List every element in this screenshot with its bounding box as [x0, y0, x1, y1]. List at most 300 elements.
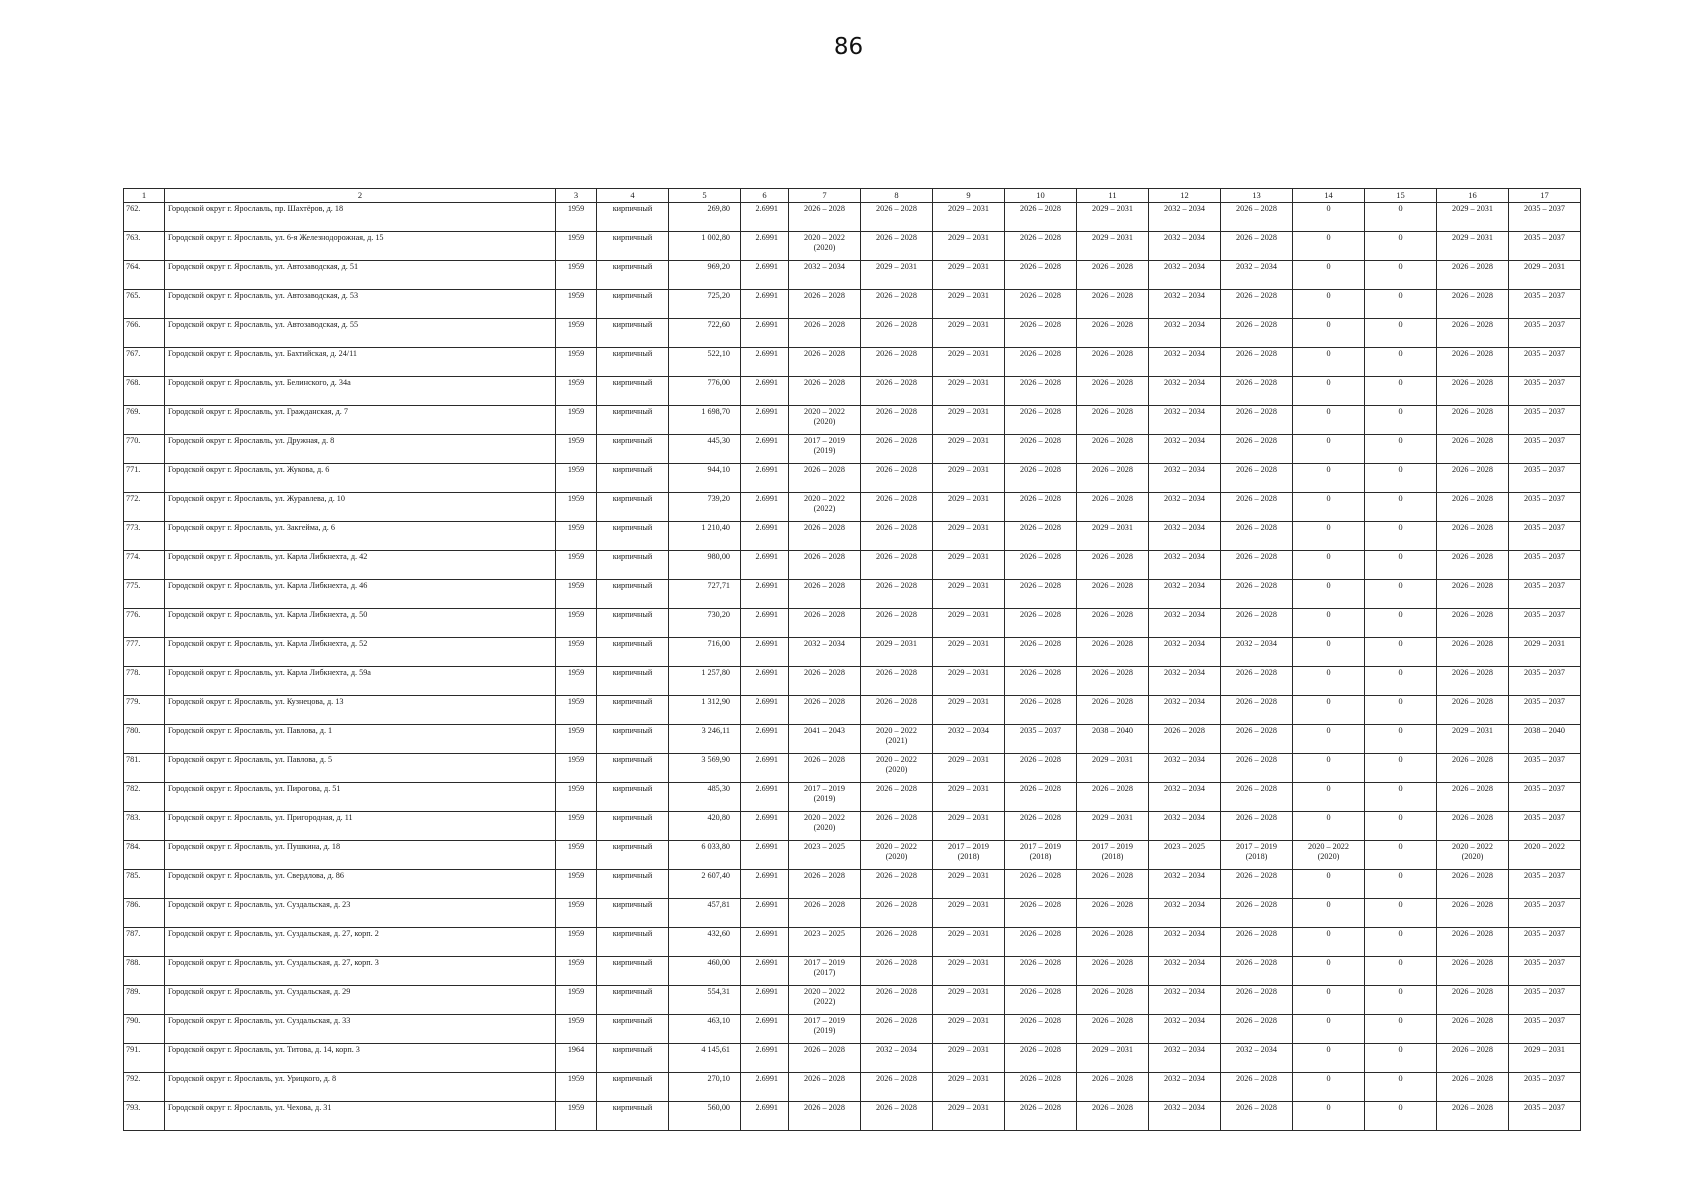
- table-row: [124, 203, 1581, 232]
- period-cell: 2026 – 2028: [1221, 1073, 1293, 1102]
- area-cell: 463,10: [669, 1015, 741, 1044]
- address-cell: Городской округ г. Ярославль, ул. Дружная, д. 8: [165, 435, 556, 464]
- column-number-header: 8: [861, 189, 933, 203]
- period-cell: 0: [1365, 1015, 1437, 1044]
- area-cell: 730,20: [669, 609, 741, 638]
- period-cell: 2026 – 2028: [1005, 1102, 1077, 1131]
- period-cell: 2032 – 2034: [1149, 1073, 1221, 1102]
- year-cell: 1964: [556, 1044, 597, 1073]
- address-cell: Городской округ г. Ярославль, ул. Пушкина, д. 18: [165, 841, 556, 870]
- table-row: [124, 493, 1581, 522]
- row-number: 775.: [124, 580, 165, 609]
- period-cell: 2026 – 2028: [1437, 1102, 1509, 1131]
- period-cell: 2026 – 2028: [1437, 319, 1509, 348]
- address-cell: Городской округ г. Ярославль, ул. Суздальская, д. 27, корп. 2: [165, 928, 556, 957]
- row-number: 772.: [124, 493, 165, 522]
- period-cell: 2026 – 2028: [1221, 203, 1293, 232]
- period-cell: 0: [1293, 1073, 1365, 1102]
- period-cell: 0: [1293, 261, 1365, 290]
- year-cell: 1959: [556, 986, 597, 1015]
- period-cell: 2026 – 2028: [1221, 696, 1293, 725]
- wall-material-cell: кирпичный: [597, 667, 669, 696]
- tariff-cell: 2.6991: [741, 1102, 789, 1131]
- row-number: 774.: [124, 551, 165, 580]
- period-cell: 2026 – 2028: [1437, 928, 1509, 957]
- period-cell: 2026 – 2028: [861, 609, 933, 638]
- period-cell: 2026 – 2028: [861, 870, 933, 899]
- year-cell: 1959: [556, 1015, 597, 1044]
- table-row: [124, 1073, 1581, 1102]
- table-row: [124, 870, 1581, 899]
- table-row: [124, 377, 1581, 406]
- period-cell: 0: [1293, 783, 1365, 812]
- period-cell: 0: [1293, 348, 1365, 377]
- period-cell: 2026 – 2028: [861, 348, 933, 377]
- period-cell: 2026 – 2028: [1077, 957, 1149, 986]
- area-cell: 460,00: [669, 957, 741, 986]
- period-cell: 2026 – 2028: [1005, 928, 1077, 957]
- year-cell: 1959: [556, 899, 597, 928]
- tariff-cell: 2.6991: [741, 870, 789, 899]
- period-cell: 2032 – 2034: [1149, 928, 1221, 957]
- row-number: 767.: [124, 348, 165, 377]
- period-cell: 2029 – 2031: [1509, 261, 1581, 290]
- period-cell: 2026 – 2028: [1437, 812, 1509, 841]
- period-cell: 2026 – 2028: [861, 551, 933, 580]
- period-cell: 2026 – 2028: [1005, 986, 1077, 1015]
- period-cell: 2026 – 2028: [1077, 696, 1149, 725]
- period-cell: 0: [1365, 580, 1437, 609]
- period-cell: 0: [1365, 464, 1437, 493]
- address-cell: Городской округ г. Ярославль, ул. Суздальская, д. 33: [165, 1015, 556, 1044]
- period-cell: 2029 – 2031: [933, 319, 1005, 348]
- period-cell: 2026 – 2028: [1077, 783, 1149, 812]
- period-cell: 2032 – 2034: [1149, 435, 1221, 464]
- period-cell: 2026 – 2028: [1437, 290, 1509, 319]
- address-cell: Городской округ г. Ярославль, ул. Пирогова, д. 51: [165, 783, 556, 812]
- row-number: 773.: [124, 522, 165, 551]
- column-number-header: 10: [1005, 189, 1077, 203]
- period-cell: 0: [1365, 319, 1437, 348]
- period-cell: 0: [1293, 493, 1365, 522]
- period-cell: 2026 – 2028: [1077, 870, 1149, 899]
- period-cell: 2032 – 2034: [1149, 551, 1221, 580]
- period-cell: 0: [1293, 986, 1365, 1015]
- area-cell: 554,31: [669, 986, 741, 1015]
- period-cell: 2038 – 2040: [1509, 725, 1581, 754]
- period-cell: 2026 – 2028: [1005, 232, 1077, 261]
- period-cell: 0: [1293, 522, 1365, 551]
- area-cell: 522,10: [669, 348, 741, 377]
- period-cell: 0: [1365, 348, 1437, 377]
- period-cell: 0: [1365, 957, 1437, 986]
- period-cell: 2035 – 2037: [1509, 377, 1581, 406]
- period-cell: 2026 – 2028: [1437, 667, 1509, 696]
- period-cell: 2026 – 2028: [789, 522, 861, 551]
- period-cell: 2032 – 2034: [1221, 261, 1293, 290]
- address-cell: Городской округ г. Ярославль, ул. Автозаводская, д. 53: [165, 290, 556, 319]
- address-cell: Городской округ г. Ярославль, ул. Жукова, д. 6: [165, 464, 556, 493]
- period-cell: 2029 – 2031: [933, 1015, 1005, 1044]
- period-cell: 2017 – 2019 (2019): [789, 435, 861, 464]
- period-cell: 2032 – 2034: [1149, 377, 1221, 406]
- year-cell: 1959: [556, 609, 597, 638]
- address-cell: Городской округ г. Ярославль, ул. Чехова, д. 31: [165, 1102, 556, 1131]
- row-number: 790.: [124, 1015, 165, 1044]
- area-cell: 3 569,90: [669, 754, 741, 783]
- period-cell: 2026 – 2028: [1221, 377, 1293, 406]
- period-cell: 0: [1293, 1044, 1365, 1073]
- year-cell: 1959: [556, 290, 597, 319]
- period-cell: 0: [1293, 1015, 1365, 1044]
- period-cell: 2020 – 2022 (2021): [861, 725, 933, 754]
- period-cell: 0: [1365, 638, 1437, 667]
- tariff-cell: 2.6991: [741, 261, 789, 290]
- period-cell: 2035 – 2037: [1509, 609, 1581, 638]
- period-cell: 2035 – 2037: [1509, 870, 1581, 899]
- period-cell: 2035 – 2037: [1509, 957, 1581, 986]
- address-cell: Городской округ г. Ярославль, ул. Закгейма, д. 6: [165, 522, 556, 551]
- period-cell: 2032 – 2034: [789, 638, 861, 667]
- period-cell: 2026 – 2028: [1437, 638, 1509, 667]
- period-cell: 2029 – 2031: [1437, 232, 1509, 261]
- period-cell: 2026 – 2028: [789, 754, 861, 783]
- period-cell: 2026 – 2028: [861, 290, 933, 319]
- row-number: 771.: [124, 464, 165, 493]
- period-cell: 2020 – 2022 (2020): [1293, 841, 1365, 870]
- period-cell: 2035 – 2037: [1509, 348, 1581, 377]
- period-cell: 2032 – 2034: [1149, 493, 1221, 522]
- period-cell: 2029 – 2031: [933, 435, 1005, 464]
- period-cell: 2032 – 2034: [1149, 348, 1221, 377]
- wall-material-cell: кирпичный: [597, 522, 669, 551]
- period-cell: 2026 – 2028: [1005, 435, 1077, 464]
- period-cell: 2026 – 2028: [1005, 203, 1077, 232]
- column-number-header: 1: [124, 189, 165, 203]
- period-cell: 0: [1293, 377, 1365, 406]
- area-cell: 725,20: [669, 290, 741, 319]
- period-cell: 2026 – 2028: [1077, 406, 1149, 435]
- wall-material-cell: кирпичный: [597, 203, 669, 232]
- period-cell: 2026 – 2028: [1437, 1015, 1509, 1044]
- period-cell: 2029 – 2031: [1509, 638, 1581, 667]
- row-number: 792.: [124, 1073, 165, 1102]
- address-cell: Городской округ г. Ярославль, ул. Павлова, д. 1: [165, 725, 556, 754]
- tariff-cell: 2.6991: [741, 319, 789, 348]
- period-cell: 2029 – 2031: [933, 522, 1005, 551]
- period-cell: 2026 – 2028: [1437, 348, 1509, 377]
- address-cell: Городской округ г. Ярославль, ул. Автозаводская, д. 51: [165, 261, 556, 290]
- period-cell: 2029 – 2031: [933, 203, 1005, 232]
- year-cell: 1959: [556, 464, 597, 493]
- period-cell: 2026 – 2028: [1077, 667, 1149, 696]
- period-cell: 2026 – 2028: [861, 957, 933, 986]
- column-number-header: 2: [165, 189, 556, 203]
- period-cell: 2026 – 2028: [1077, 377, 1149, 406]
- address-cell: Городской округ г. Ярославль, ул. Белинского, д. 34а: [165, 377, 556, 406]
- table-row: [124, 609, 1581, 638]
- wall-material-cell: кирпичный: [597, 232, 669, 261]
- period-cell: 2032 – 2034: [789, 261, 861, 290]
- period-cell: 2026 – 2028: [1077, 551, 1149, 580]
- period-cell: 2026 – 2028: [1005, 754, 1077, 783]
- period-cell: 0: [1293, 667, 1365, 696]
- period-cell: 2029 – 2031: [933, 290, 1005, 319]
- period-cell: 0: [1365, 261, 1437, 290]
- period-cell: 2032 – 2034: [1149, 1102, 1221, 1131]
- period-cell: 2035 – 2037: [1509, 754, 1581, 783]
- address-cell: Городской округ г. Ярославль, ул. Суздальская, д. 29: [165, 986, 556, 1015]
- table-row: [124, 899, 1581, 928]
- period-cell: 2023 – 2025: [789, 841, 861, 870]
- tariff-cell: 2.6991: [741, 522, 789, 551]
- period-cell: 2026 – 2028: [1005, 377, 1077, 406]
- row-number: 765.: [124, 290, 165, 319]
- period-cell: 2032 – 2034: [1149, 609, 1221, 638]
- row-number: 783.: [124, 812, 165, 841]
- period-cell: 2029 – 2031: [933, 1044, 1005, 1073]
- wall-material-cell: кирпичный: [597, 609, 669, 638]
- period-cell: 2035 – 2037: [1509, 783, 1581, 812]
- period-cell: 0: [1293, 319, 1365, 348]
- year-cell: 1959: [556, 232, 597, 261]
- row-number: 785.: [124, 870, 165, 899]
- area-cell: 445,30: [669, 435, 741, 464]
- period-cell: 2026 – 2028: [789, 377, 861, 406]
- period-cell: 0: [1365, 203, 1437, 232]
- tariff-cell: 2.6991: [741, 377, 789, 406]
- area-cell: 727,71: [669, 580, 741, 609]
- period-cell: 0: [1365, 435, 1437, 464]
- period-cell: 2032 – 2034: [1149, 957, 1221, 986]
- period-cell: 2026 – 2028: [1437, 957, 1509, 986]
- period-cell: 0: [1365, 1073, 1437, 1102]
- period-cell: 2035 – 2037: [1509, 406, 1581, 435]
- period-cell: 2026 – 2028: [789, 203, 861, 232]
- period-cell: 2026 – 2028: [1077, 899, 1149, 928]
- period-cell: 0: [1293, 435, 1365, 464]
- period-cell: 0: [1293, 290, 1365, 319]
- wall-material-cell: кирпичный: [597, 551, 669, 580]
- period-cell: 2026 – 2028: [1077, 435, 1149, 464]
- year-cell: 1959: [556, 754, 597, 783]
- period-cell: 2029 – 2031: [1077, 522, 1149, 551]
- wall-material-cell: кирпичный: [597, 493, 669, 522]
- period-cell: 2032 – 2034: [1149, 580, 1221, 609]
- period-cell: 2029 – 2031: [1437, 725, 1509, 754]
- tariff-cell: 2.6991: [741, 435, 789, 464]
- tariff-cell: 2.6991: [741, 348, 789, 377]
- period-cell: 0: [1365, 1102, 1437, 1131]
- period-cell: 2029 – 2031: [933, 609, 1005, 638]
- period-cell: 2041 – 2043: [789, 725, 861, 754]
- period-cell: 2029 – 2031: [933, 493, 1005, 522]
- period-cell: 0: [1293, 725, 1365, 754]
- row-number: 793.: [124, 1102, 165, 1131]
- column-number-header: 5: [669, 189, 741, 203]
- table-row: [124, 667, 1581, 696]
- period-cell: 0: [1365, 232, 1437, 261]
- period-cell: 2029 – 2031: [933, 232, 1005, 261]
- period-cell: 2029 – 2031: [933, 783, 1005, 812]
- row-number: 778.: [124, 667, 165, 696]
- period-cell: 2032 – 2034: [1221, 638, 1293, 667]
- address-cell: Городской округ г. Ярославль, ул. Карла Либкнехта, д. 50: [165, 609, 556, 638]
- period-cell: 0: [1293, 1102, 1365, 1131]
- period-cell: 2026 – 2028: [1005, 551, 1077, 580]
- row-number: 788.: [124, 957, 165, 986]
- wall-material-cell: кирпичный: [597, 1044, 669, 1073]
- period-cell: 2026 – 2028: [861, 522, 933, 551]
- table-row: [124, 522, 1581, 551]
- tariff-cell: 2.6991: [741, 551, 789, 580]
- table-row: [124, 406, 1581, 435]
- period-cell: 2026 – 2028: [1077, 609, 1149, 638]
- period-cell: 0: [1365, 406, 1437, 435]
- tariff-cell: 2.6991: [741, 638, 789, 667]
- period-cell: 2026 – 2028: [1005, 348, 1077, 377]
- period-cell: 2026 – 2028: [1221, 725, 1293, 754]
- period-cell: 0: [1365, 551, 1437, 580]
- period-cell: 0: [1365, 493, 1437, 522]
- table-row: [124, 928, 1581, 957]
- period-cell: 0: [1365, 667, 1437, 696]
- period-cell: 2026 – 2028: [1221, 957, 1293, 986]
- period-cell: 2026 – 2028: [1005, 522, 1077, 551]
- area-cell: 980,00: [669, 551, 741, 580]
- period-cell: 2035 – 2037: [1509, 986, 1581, 1015]
- period-cell: 2026 – 2028: [1005, 957, 1077, 986]
- tariff-cell: 2.6991: [741, 1044, 789, 1073]
- period-cell: 2029 – 2031: [1077, 812, 1149, 841]
- area-cell: 1 210,40: [669, 522, 741, 551]
- period-cell: 2020 – 2022 (2020): [861, 841, 933, 870]
- column-number-header: 17: [1509, 189, 1581, 203]
- period-cell: 2035 – 2037: [1509, 435, 1581, 464]
- period-cell: 2026 – 2028: [1005, 261, 1077, 290]
- period-cell: 2026 – 2028: [861, 464, 933, 493]
- wall-material-cell: кирпичный: [597, 377, 669, 406]
- period-cell: 2029 – 2031: [933, 377, 1005, 406]
- period-cell: 2026 – 2028: [1221, 348, 1293, 377]
- period-cell: 2026 – 2028: [789, 899, 861, 928]
- period-cell: 2035 – 2037: [1509, 1015, 1581, 1044]
- address-cell: Городской округ г. Ярославль, ул. Карла Либкнехта, д. 42: [165, 551, 556, 580]
- wall-material-cell: кирпичный: [597, 1073, 669, 1102]
- wall-material-cell: кирпичный: [597, 870, 669, 899]
- period-cell: 0: [1293, 551, 1365, 580]
- area-cell: 270,10: [669, 1073, 741, 1102]
- period-cell: 2026 – 2028: [1221, 319, 1293, 348]
- year-cell: 1959: [556, 783, 597, 812]
- period-cell: 2026 – 2028: [1437, 1073, 1509, 1102]
- period-cell: 2026 – 2028: [789, 667, 861, 696]
- period-cell: 2029 – 2031: [933, 957, 1005, 986]
- table-row: [124, 551, 1581, 580]
- wall-material-cell: кирпичный: [597, 406, 669, 435]
- area-cell: 269,80: [669, 203, 741, 232]
- page-number: 86: [833, 34, 864, 60]
- year-cell: 1959: [556, 957, 597, 986]
- row-number: 791.: [124, 1044, 165, 1073]
- period-cell: 2035 – 2037: [1509, 696, 1581, 725]
- year-cell: 1959: [556, 203, 597, 232]
- wall-material-cell: кирпичный: [597, 464, 669, 493]
- tariff-cell: 2.6991: [741, 406, 789, 435]
- period-cell: 2026 – 2028: [1077, 261, 1149, 290]
- period-cell: 2026 – 2028: [861, 928, 933, 957]
- period-cell: 0: [1365, 870, 1437, 899]
- table-row: [124, 580, 1581, 609]
- period-cell: 2020 – 2022 (2020): [789, 812, 861, 841]
- period-cell: 2026 – 2028: [1077, 493, 1149, 522]
- address-cell: Городской округ г. Ярославль, ул. Титова, д. 14, корп. 3: [165, 1044, 556, 1073]
- period-cell: 2026 – 2028: [1221, 899, 1293, 928]
- wall-material-cell: кирпичный: [597, 899, 669, 928]
- row-number: 781.: [124, 754, 165, 783]
- period-cell: 2032 – 2034: [1149, 783, 1221, 812]
- wall-material-cell: кирпичный: [597, 348, 669, 377]
- period-cell: 2029 – 2031: [933, 899, 1005, 928]
- period-cell: 2020 – 2022 (2022): [789, 986, 861, 1015]
- period-cell: 2032 – 2034: [1149, 754, 1221, 783]
- period-cell: 2026 – 2028: [861, 899, 933, 928]
- period-cell: 2029 – 2031: [933, 580, 1005, 609]
- table-row: [124, 725, 1581, 754]
- period-cell: 2026 – 2028: [861, 493, 933, 522]
- year-cell: 1959: [556, 435, 597, 464]
- row-number: 787.: [124, 928, 165, 957]
- period-cell: 0: [1365, 986, 1437, 1015]
- period-cell: 0: [1293, 957, 1365, 986]
- period-cell: 2026 – 2028: [1077, 319, 1149, 348]
- period-cell: 2026 – 2028: [1077, 290, 1149, 319]
- period-cell: 2026 – 2028: [861, 406, 933, 435]
- period-cell: 2029 – 2031: [1077, 232, 1149, 261]
- year-cell: 1959: [556, 928, 597, 957]
- period-cell: 0: [1365, 609, 1437, 638]
- tariff-cell: 2.6991: [741, 783, 789, 812]
- period-cell: 2026 – 2028: [1437, 696, 1509, 725]
- area-cell: 739,20: [669, 493, 741, 522]
- wall-material-cell: кирпичный: [597, 754, 669, 783]
- period-cell: 2026 – 2028: [861, 812, 933, 841]
- period-cell: 2026 – 2028: [1077, 1015, 1149, 1044]
- address-cell: Городской округ г. Ярославль, ул. Урицкого, д. 8: [165, 1073, 556, 1102]
- period-cell: 2020 – 2022 (2020): [861, 754, 933, 783]
- period-cell: 2026 – 2028: [1437, 493, 1509, 522]
- column-number-header: 13: [1221, 189, 1293, 203]
- period-cell: 2026 – 2028: [1437, 435, 1509, 464]
- period-cell: 2035 – 2037: [1509, 812, 1581, 841]
- area-cell: 2 607,40: [669, 870, 741, 899]
- period-cell: 2026 – 2028: [861, 203, 933, 232]
- address-cell: Городской округ г. Ярославль, ул. Карла Либкнехта, д. 59а: [165, 667, 556, 696]
- wall-material-cell: кирпичный: [597, 1015, 669, 1044]
- period-cell: 2035 – 2037: [1509, 290, 1581, 319]
- column-number-header: 4: [597, 189, 669, 203]
- period-cell: 2026 – 2028: [1005, 667, 1077, 696]
- period-cell: 0: [1365, 290, 1437, 319]
- period-cell: 2029 – 2031: [1509, 1044, 1581, 1073]
- period-cell: 2029 – 2031: [1077, 1044, 1149, 1073]
- period-cell: 2026 – 2028: [1221, 928, 1293, 957]
- period-cell: 0: [1365, 899, 1437, 928]
- period-cell: 2035 – 2037: [1509, 203, 1581, 232]
- address-cell: Городской округ г. Ярославль, ул. Карла Либкнехта, д. 46: [165, 580, 556, 609]
- column-number-header: 6: [741, 189, 789, 203]
- wall-material-cell: кирпичный: [597, 638, 669, 667]
